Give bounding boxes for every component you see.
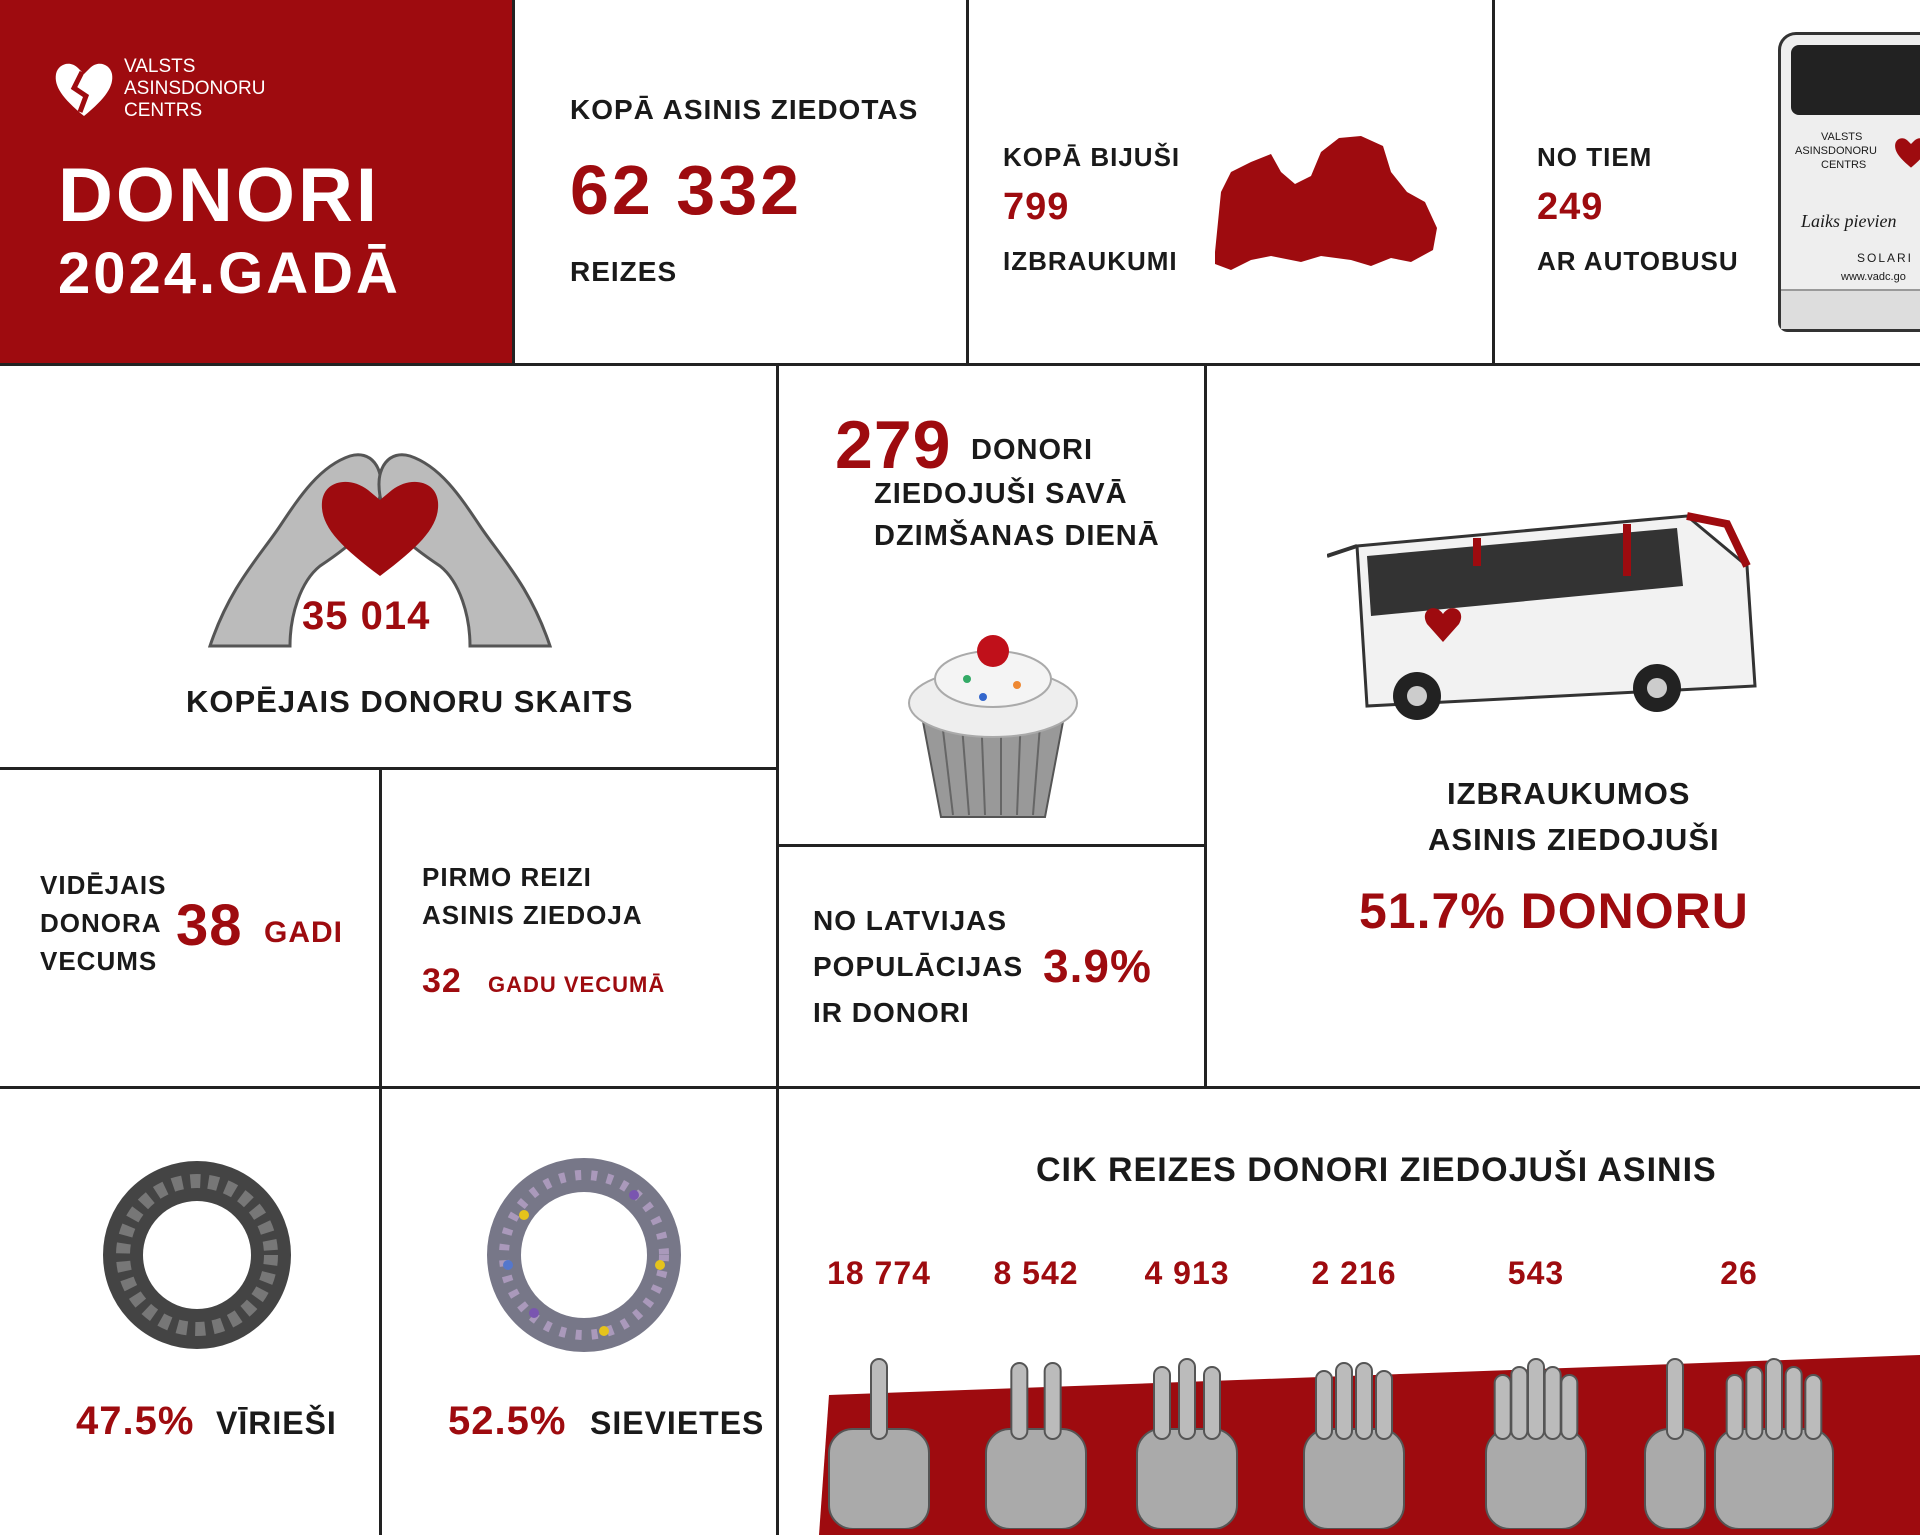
birthday-label-3: DZIMŠANAS DIENĀ bbox=[874, 520, 1160, 552]
average-age-card bbox=[0, 770, 382, 1089]
total-donors-value: 35 014 bbox=[302, 594, 431, 638]
total-donations-label: KOPĀ ASINIS ZIEDOTAS bbox=[570, 94, 919, 125]
average-age-value: 38 bbox=[176, 893, 243, 958]
women-value: 52.5% bbox=[448, 1399, 567, 1443]
bus-heart-icon bbox=[1893, 135, 1920, 171]
men-card bbox=[0, 1089, 382, 1535]
hand-2-fingers-icon bbox=[966, 1339, 1106, 1529]
donation-count-value: 2 216 bbox=[1311, 1255, 1397, 1291]
trips-card bbox=[969, 0, 1495, 366]
bus-make: SOLARI bbox=[1857, 251, 1914, 265]
logo-text-3: CENTRS bbox=[124, 100, 203, 121]
oak-wreath-icon bbox=[92, 1155, 302, 1355]
bus-trips-card bbox=[1495, 0, 1920, 366]
population-label-3: IR DONORI bbox=[813, 997, 970, 1028]
hand-4-fingers-icon bbox=[1284, 1339, 1424, 1529]
bus-trips-unit: AR AUTOBUSU bbox=[1537, 246, 1739, 276]
trips-value: 799 bbox=[1003, 186, 1070, 228]
average-age-label-3: VECUMS bbox=[40, 946, 158, 976]
trips-unit: IZBRAUKUMI bbox=[1003, 246, 1178, 276]
bus-side-icon bbox=[1327, 506, 1767, 736]
bus-brand-1: VALSTS bbox=[1821, 131, 1863, 143]
bus-trips-value: 249 bbox=[1537, 186, 1604, 228]
donation-count-value: 4 913 bbox=[1144, 1255, 1230, 1291]
birthday-label-2: ZIEDOJUŠI SAVĀ bbox=[874, 478, 1128, 510]
birthday-value: 279 bbox=[835, 407, 952, 483]
population-card bbox=[779, 847, 1207, 1089]
donation-count-value: 18 774 bbox=[827, 1255, 931, 1291]
total-donations-value: 62 332 bbox=[570, 151, 803, 229]
bus-trips-label: NO TIEM bbox=[1537, 142, 1653, 172]
men-value: 47.5% bbox=[76, 1399, 195, 1443]
trips-label: KOPĀ BIJUŠI bbox=[1003, 142, 1181, 172]
men-label: VĪRIEŠI bbox=[216, 1405, 337, 1441]
hand-3-fingers-icon bbox=[1117, 1339, 1257, 1529]
bus-slogan: Laiks pievien bbox=[1801, 211, 1897, 231]
bus-brand-2: ASINSDONORU bbox=[1795, 145, 1877, 157]
total-donations-card bbox=[515, 0, 969, 366]
first-time-label-2: ASINIS ZIEDOJA bbox=[422, 900, 643, 930]
donation-counts-card bbox=[779, 1089, 1920, 1535]
donation-counts-title: CIK REIZES DONORI ZIEDOJUŠI ASINIS bbox=[1036, 1151, 1717, 1189]
women-card bbox=[382, 1089, 779, 1535]
page-title-line2: 2024.GADĀ bbox=[58, 241, 401, 306]
logo-text-2: ASINSDONORU bbox=[124, 78, 266, 99]
donation-count-value: 26 bbox=[1720, 1255, 1758, 1291]
cupcake-icon bbox=[893, 621, 1093, 821]
donation-counts-row bbox=[779, 1089, 1920, 1535]
women-label: SIEVIETES bbox=[590, 1405, 765, 1441]
trip-donors-label-2: ASINIS ZIEDOJUŠI bbox=[1428, 822, 1720, 857]
hand-6-fingers-icon bbox=[1639, 1339, 1839, 1529]
page-title-line1: DONORI bbox=[58, 153, 380, 238]
bus-rear-image bbox=[1778, 32, 1920, 332]
total-donors-card bbox=[0, 366, 779, 770]
flower-wreath-icon bbox=[464, 1145, 704, 1365]
first-time-label-1: PIRMO REIZI bbox=[422, 862, 592, 892]
average-age-label-1: VIDĒJAIS bbox=[40, 870, 167, 900]
bus-url: www.vadc.go bbox=[1841, 271, 1906, 283]
first-time-card bbox=[382, 770, 779, 1089]
population-label-2: POPULĀCIJAS bbox=[813, 951, 1024, 982]
total-donors-label: KOPĒJAIS DONORU SKAITS bbox=[186, 684, 634, 719]
population-label-1: NO LATVIJAS bbox=[813, 905, 1008, 936]
trip-donors-value: 51.7% DONORU bbox=[1359, 883, 1749, 939]
donation-count-value: 543 bbox=[1507, 1255, 1565, 1291]
bus-brand-3: CENTRS bbox=[1821, 159, 1867, 171]
first-time-unit: GADU VECUMĀ bbox=[488, 972, 666, 997]
birthday-label-1: DONORI bbox=[971, 434, 1093, 466]
average-age-unit: GADI bbox=[264, 916, 343, 949]
total-donations-unit: REIZES bbox=[570, 256, 678, 287]
trip-donors-card bbox=[1207, 366, 1920, 1089]
average-age-label-2: DONORA bbox=[40, 908, 162, 938]
logo-text-1: VALSTS bbox=[124, 56, 196, 77]
hand-5-fingers-icon bbox=[1466, 1339, 1606, 1529]
logo-heart-icon bbox=[52, 58, 116, 122]
trip-donors-label-1: IZBRAUKUMOS bbox=[1447, 776, 1691, 811]
hand-1-fingers-icon bbox=[809, 1339, 949, 1529]
donation-count-value: 8 542 bbox=[993, 1255, 1079, 1291]
first-time-value: 32 bbox=[422, 962, 462, 1000]
latvia-map-icon bbox=[1211, 132, 1451, 282]
header-block bbox=[0, 0, 515, 366]
population-value: 3.9% bbox=[1043, 940, 1152, 992]
birthday-card bbox=[779, 366, 1207, 847]
